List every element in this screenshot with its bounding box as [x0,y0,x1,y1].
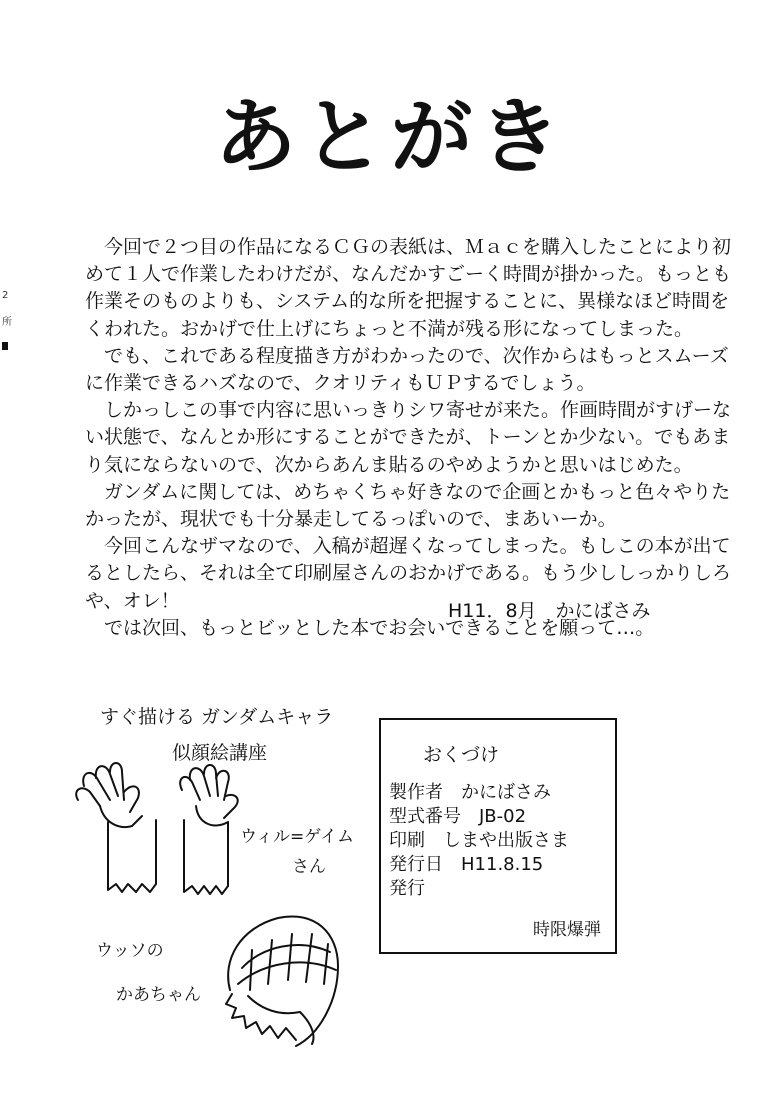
text-line: り気にならないので、次からあんま貼るのやめようかと思いはじめた。 [85,453,693,476]
margin-mark: 所 [2,317,12,328]
colophon-row-model-number: 型式番号 JB-02 [389,806,527,827]
colophon-row-printer: 印刷 しまや出版さま [389,830,569,851]
text-line: ガンダムに関しては、めちゃくちゃ好きなので企画とかもっと色々やりた [85,480,731,503]
text-line: めて１人で作業したわけだが、なんだかすごーく時間が掛かった。もっとも [85,263,732,286]
text-line: かったが、現状でも十分暴走してるっぽいので、まあいーか。 [85,508,617,531]
text-line: や、オレ！ [85,589,180,612]
page-title: あとがき [214,90,567,185]
text-line: い状態で、なんとか形にすることができたが、トーンとか少ない。でもあま [85,426,731,449]
colophon-row-issuer: 発行 [389,878,425,899]
sketch-caption-b-2: かあちゃん [116,985,201,1005]
text-line: 作業そのものよりも、システム的な所を把握することに、異様なほど時間を [85,290,730,313]
margin-mark: 2 [2,290,9,301]
helmet-face-drawing [226,916,338,1046]
sketch-heading-1: すぐ描ける ガンダムキャラ [100,706,334,728]
text-line: に作業できるハズなので、クオリティもＵＰするでしょう。 [85,372,596,395]
colophon-heading: おくづけ [423,744,500,766]
colophon-box [379,718,617,954]
sketch-heading-2: 似顔絵講座 [172,742,268,764]
text-line: でも、これである程度描き方がわかったので、次作からはもっとスムーズ [85,344,729,367]
text-line: 今回で２つ目の作品になるＣＧの表紙は、Ｍａｃを購入したことにより初 [85,236,732,258]
sketch-caption-b-1: ウッソの [96,941,164,961]
sketch-caption-a-1: ウィル=ゲイム [240,827,355,847]
colophon-publisher: 時限爆弾 [533,920,601,940]
text-line: るとしたら、それは全て印刷屋さんのおかげである。もう少ししっかりしろ [85,562,732,585]
text-line: くわれた。おかげで仕上げにちょっと不満が残る形になってしまった。 [85,317,694,340]
left-hand-drawing [76,763,156,892]
text-line: しかっしこの事で内容に思いっきりシワ寄せが来た。作画時間がすげーな [85,399,732,422]
colophon-row-author: 製作者 かにばさみ [389,782,551,803]
right-hand-drawing [180,765,238,894]
text-line: では次回、もっとビッとした本でお会いできることを願って…。 [85,616,655,639]
text-line: 今回こんなザマなので、入稿が超遅くなってしまった。もしこの本が出て [85,535,731,558]
signature: H11．8月 かにばさみ [448,600,651,622]
sketch-caption-a-2: さん [292,857,326,877]
colophon-row-date: 発行日 H11.8.15 [389,854,544,875]
